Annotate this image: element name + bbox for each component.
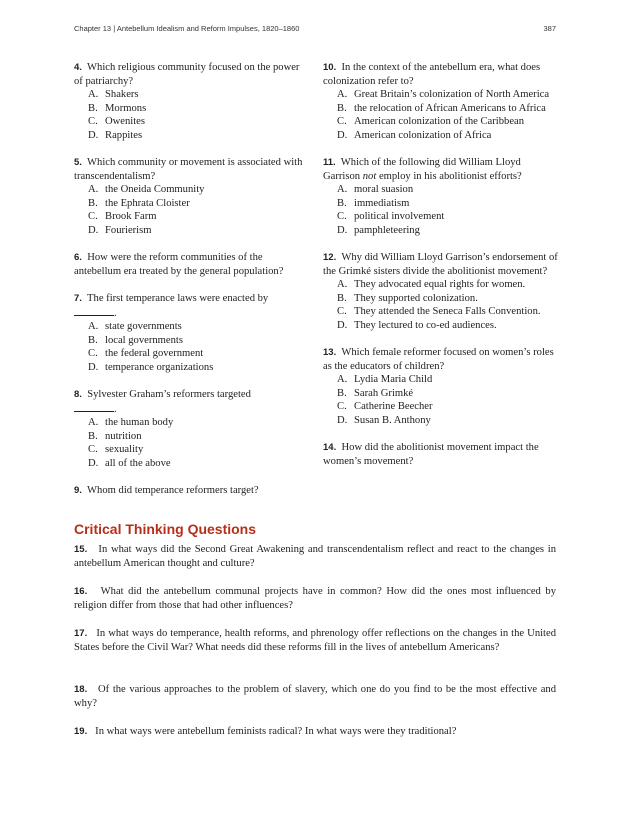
answer-option: D. all of the above: [88, 457, 171, 469]
answer-option: D. Fourierism: [88, 224, 152, 236]
question-number: 18.: [74, 684, 88, 695]
question-text: In what ways did the Second Great Awakening and transcendentalism reflect and react to the changes in antebellum American thought and culture?: [74, 544, 557, 569]
answer-option: A. the Oneida Community: [88, 184, 205, 195]
question-text: In what ways were antebellum feminists radical? In what ways were they traditional?: [95, 726, 457, 737]
answer-option: C. They attended the Seneca Falls Convention.: [337, 306, 541, 317]
question-10: [323, 61, 558, 142]
question-number: 11.: [323, 157, 336, 168]
answer-option: C. the federal government: [88, 348, 204, 359]
question-text: Why did William Lloyd Garrison’s endorsement of the Grimké sisters divide the abolitionist movement?: [323, 252, 558, 277]
question-9: [74, 484, 309, 498]
question-text: Whom did temperance reformers target?: [87, 485, 259, 496]
question-number: 12.: [323, 252, 337, 263]
question-number: 7.: [74, 293, 82, 304]
answer-option: C. Catherine Beecher: [337, 401, 433, 412]
answer-option: A. Great Britain’s colonization of North America: [337, 89, 550, 100]
chapter-label: Chapter 13: [74, 24, 112, 33]
answer-option: B. nutrition: [88, 430, 142, 442]
answer-option: C. American colonization of the Caribbean: [337, 116, 525, 127]
answer-option: A. moral suasion: [337, 184, 414, 195]
answer-option: A. the human body: [88, 417, 174, 428]
answer-option: D. American colonization of Africa: [337, 129, 492, 141]
question-text: The first temperance laws were enacted by: [87, 293, 269, 304]
question-4: [74, 61, 309, 142]
answer-option: B. the relocation of African Americans to Africa: [337, 102, 546, 114]
answer-option: D. They lectured to co-ed audiences.: [337, 319, 497, 331]
right-question-column: [323, 61, 558, 468]
answer-option: A. Lydia Maria Child: [337, 374, 433, 385]
question-text: Which community or movement is associated with transcendentalism?: [74, 157, 303, 182]
question-text: How did the abolitionist movement impact the women’s movement?: [323, 442, 539, 467]
answer-option: B. the Ephrata Cloister: [88, 197, 190, 209]
answer-option: B. Mormons: [88, 102, 147, 114]
question-text: In what ways do temperance, health reforms, and phrenology offer reflections on the changes in the United States before the Civil War? What needs did these reforms fill in the lives of antebellum Americans?: [74, 628, 556, 653]
answer-option: B. local governments: [88, 334, 183, 346]
question-number: 8.: [74, 389, 82, 400]
question-text: In the context of the antebellum era, what does colonization refer to?: [323, 62, 541, 87]
answer-option: A. state governments: [88, 321, 182, 332]
question-number: 4.: [74, 62, 82, 73]
page-number: 387: [543, 24, 556, 33]
question-5: [74, 156, 309, 237]
question-number: 16.: [74, 586, 88, 597]
answer-option: A. They advocated equal rights for women.: [337, 279, 526, 290]
question-text: Which religious community focused on the power of patriarchy?: [74, 62, 300, 87]
emphasis-not: not: [362, 170, 377, 182]
question-number: 9.: [74, 485, 82, 496]
header-separator: |: [113, 24, 116, 33]
question-7: 7. The first temperance laws were enacted by . A. state governments B. local governments C. the federal government D. temperance organizations: [74, 292, 309, 374]
fill-in-blank: [74, 402, 114, 412]
question-13: [323, 346, 558, 427]
critical-question-19: [74, 725, 556, 739]
critical-question-16: [74, 585, 556, 613]
answer-option: D. temperance organizations: [88, 361, 214, 373]
critical-question-15: [74, 543, 556, 571]
question-number: 17.: [74, 628, 88, 639]
answer-option: A. Shakers: [88, 89, 139, 100]
question-text: Which of the following did William Lloyd Garrison: [323, 157, 521, 182]
answer-option: B. Sarah Grimké: [337, 387, 414, 399]
chapter-title: Antebellum Idealism and Reform Impulses, 1820–1860: [116, 24, 300, 33]
question-number: 13.: [323, 347, 337, 358]
answer-option: B. They supported colonization.: [337, 292, 478, 304]
question-6: [74, 251, 309, 278]
answer-option: B. immediatism: [337, 197, 410, 209]
question-14: [323, 441, 558, 468]
question-number: 5.: [74, 157, 82, 168]
critical-question-17: [74, 627, 556, 655]
answer-option: D. Rappites: [88, 129, 143, 141]
answer-option: C. Brook Farm: [88, 211, 157, 222]
question-text: Of the various approaches to the problem of slavery, which one do you find to be the most effective and why?: [74, 684, 556, 709]
question-11: 11. Which of the following did William Lloyd Garrison not employ in his abolitionist efforts? A. moral suasion B. immediatism C. political involvement D. pamphleteering: [323, 156, 558, 237]
answer-option: D. pamphleteering: [337, 224, 420, 236]
question-number: 19.: [74, 726, 88, 737]
left-question-column: [74, 61, 309, 498]
question-number: 14.: [323, 442, 337, 453]
question-8: 8. Sylvester Graham’s reformers targeted . A. the human body B. nutrition C. sexuality D. all of the above: [74, 388, 309, 470]
section-title: Critical Thinking Questions: [74, 521, 257, 537]
page-header: [74, 24, 556, 33]
question-text: What did the antebellum communal projects have in common? How did the ones most influenced by religion differ from those that had other influences?: [74, 586, 556, 611]
answer-option: C. sexuality: [88, 444, 144, 455]
fill-in-blank: [74, 306, 114, 316]
critical-question-18: [74, 683, 556, 711]
question-number: 6.: [74, 252, 82, 263]
question-12: [323, 251, 558, 332]
answer-option: D. Susan B. Anthony: [337, 414, 431, 426]
answer-option: C. political involvement: [337, 211, 445, 222]
question-number: 15.: [74, 544, 88, 555]
question-text: Which female reformer focused on women’s roles as the educators of children?: [323, 347, 554, 372]
question-text: How were the reform communities of the antebellum era treated by the general population?: [74, 252, 284, 277]
question-text: Sylvester Graham’s reformers targeted: [87, 389, 251, 400]
question-number: 10.: [323, 62, 337, 73]
answer-option: C. Owenites: [88, 116, 146, 127]
